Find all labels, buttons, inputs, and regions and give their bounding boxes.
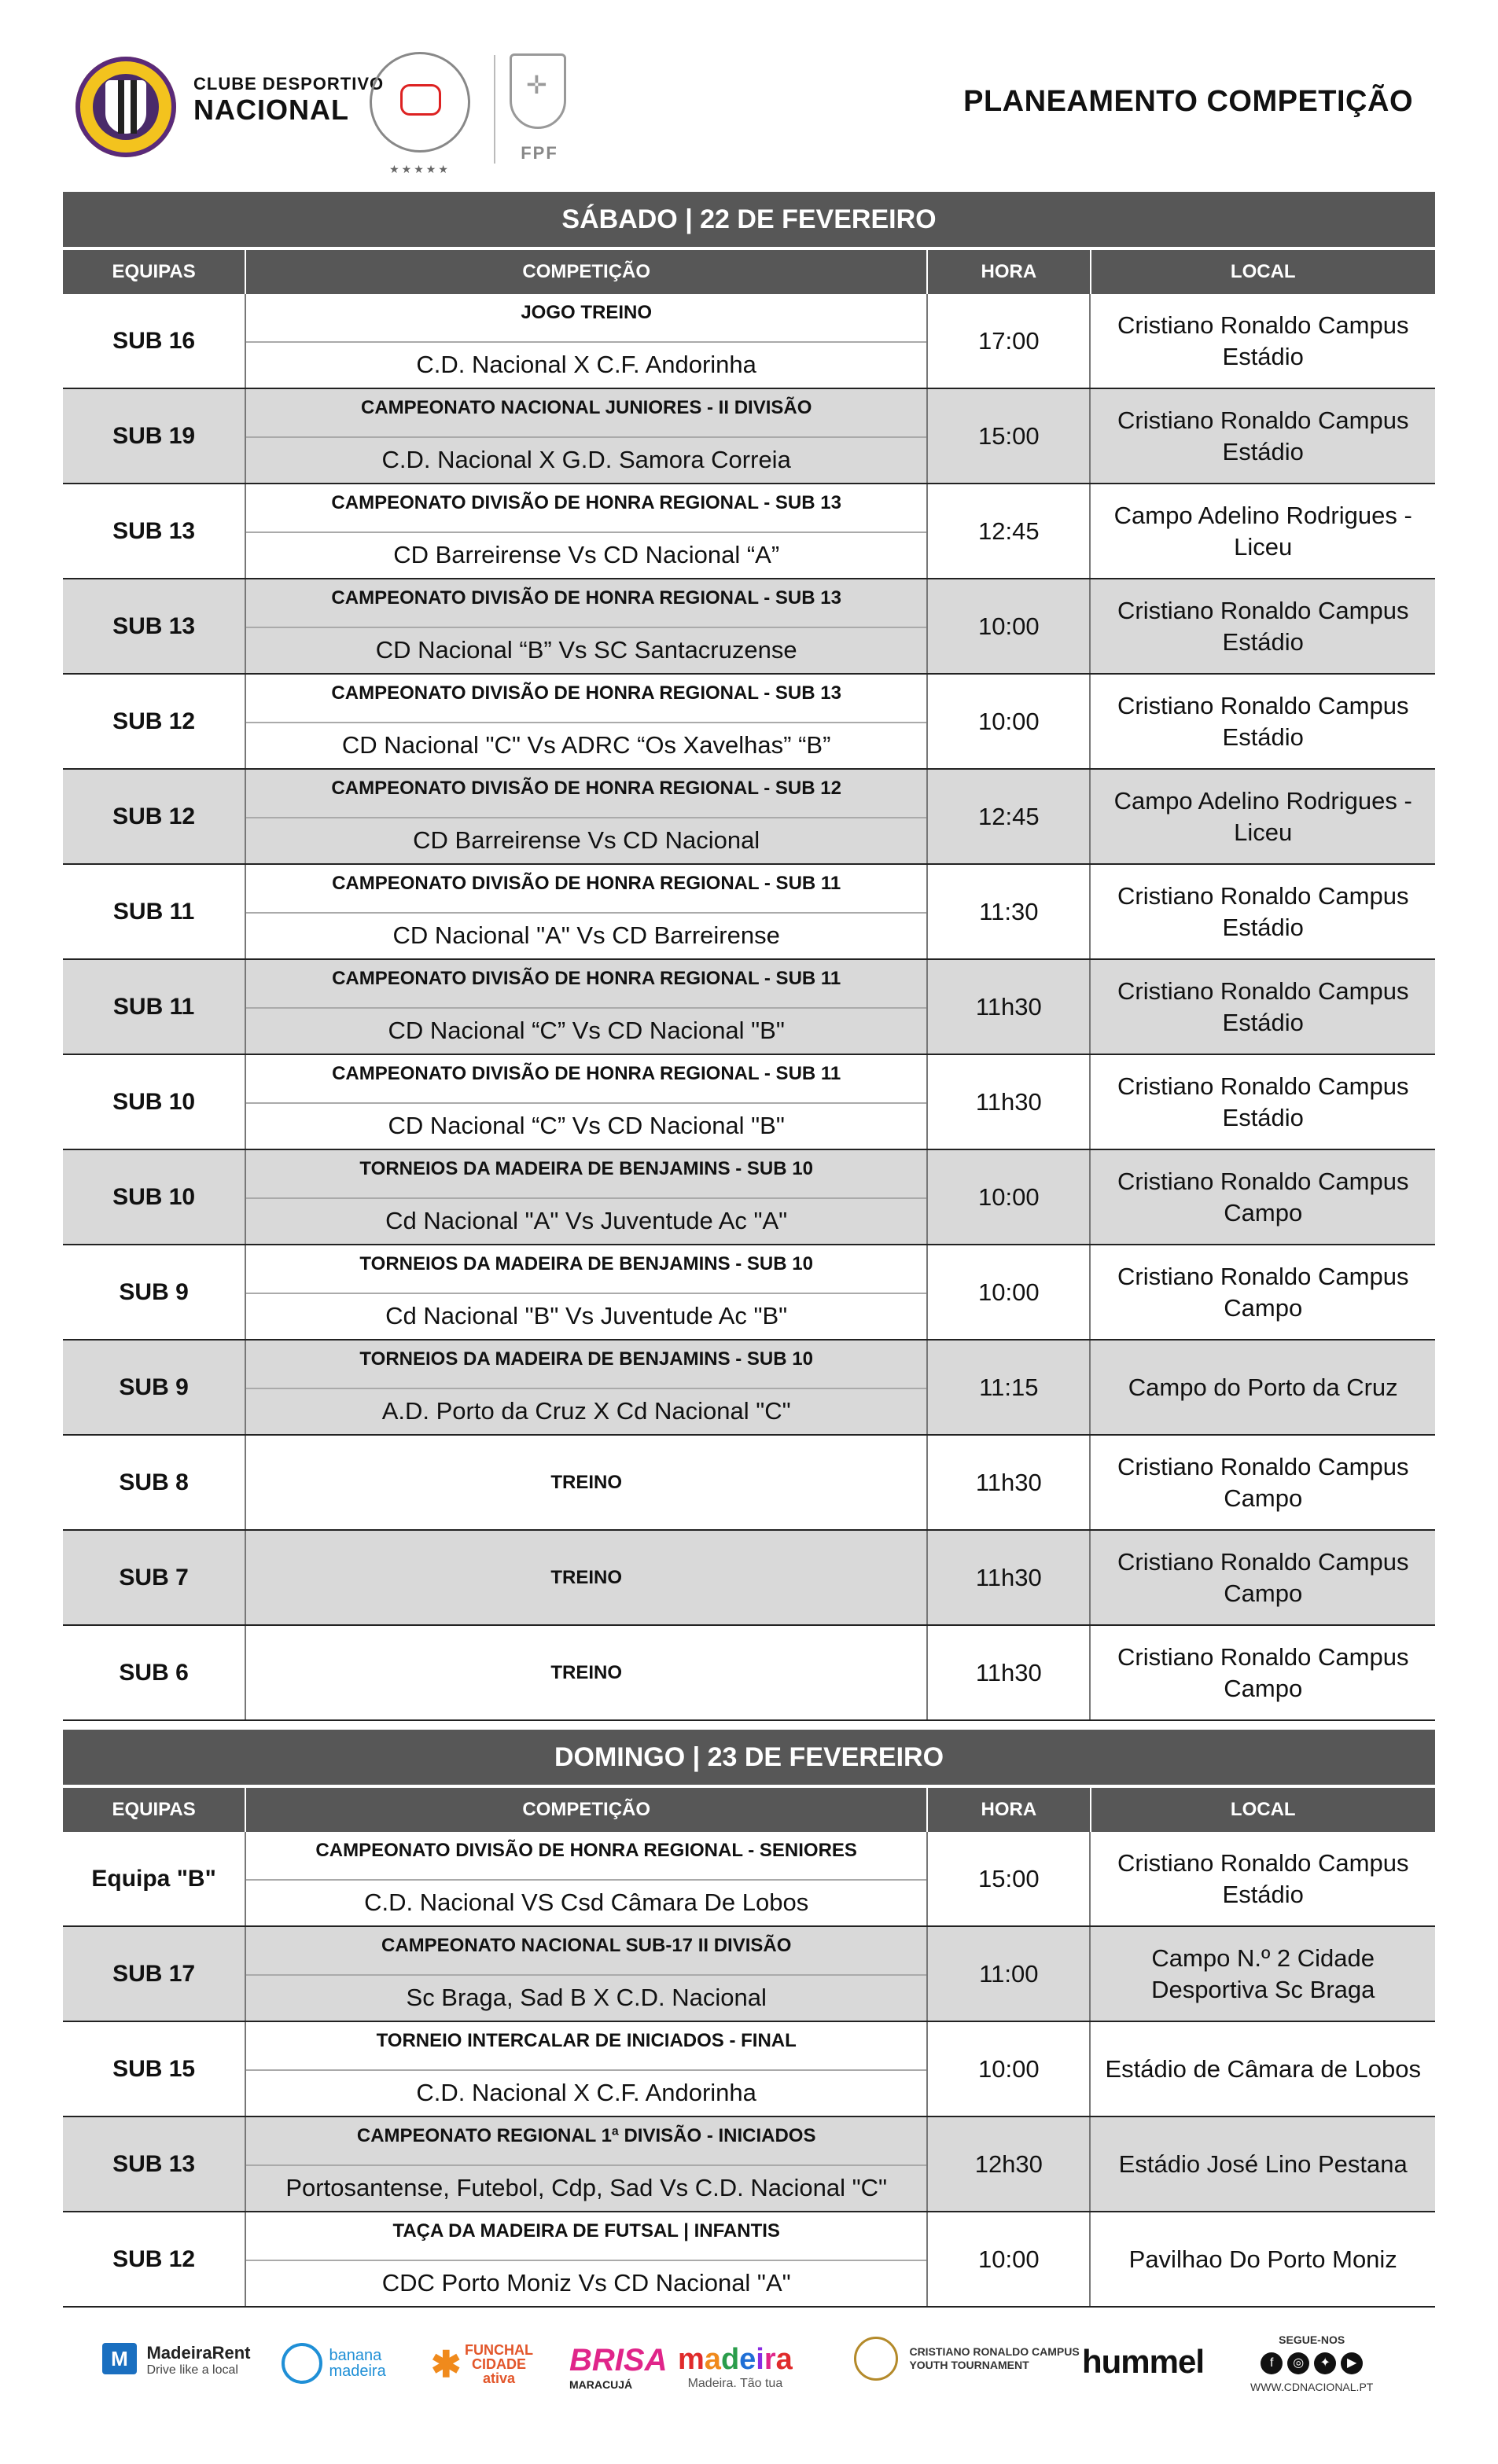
venue-cell xyxy=(1091,960,1435,1054)
venue-cell xyxy=(1091,1055,1435,1149)
competition-name: CAMPEONATO DIVISÃO DE HONRA REGIONAL - SUB 11 xyxy=(332,873,841,894)
competition-name: CAMPEONATO NACIONAL JUNIORES - II DIVISÃO xyxy=(360,397,812,418)
competition-cell xyxy=(246,484,928,578)
competition-cell xyxy=(246,1626,928,1719)
funchal-line3: ativa xyxy=(482,2370,516,2386)
brisa-sub: MARACUJÁ xyxy=(569,2378,633,2391)
col-competition: COMPETIÇÃO xyxy=(246,1788,928,1832)
venue-cell xyxy=(1091,294,1435,388)
cert-stars: ★★★★★ xyxy=(389,163,451,175)
table-row xyxy=(63,389,1435,484)
time-cell: 10:00 xyxy=(928,1150,1091,1244)
venue-name: Cristiano Ronaldo Campus Estádio xyxy=(1117,1072,1409,1131)
col-teams: EQUIPAS xyxy=(63,250,246,294)
venue-cell xyxy=(1091,675,1435,768)
team-cell: SUB 13 xyxy=(63,484,246,578)
page-title: PLANEAMENTO COMPETIÇÃO xyxy=(963,85,1413,118)
competition-cell xyxy=(246,675,928,768)
time-cell: 12h30 xyxy=(928,2117,1091,2211)
table-row xyxy=(63,865,1435,960)
venue-name: Estádio José Lino Pestana xyxy=(1118,2150,1408,2178)
social-links xyxy=(1250,2333,1373,2393)
cell-divider xyxy=(246,912,926,914)
competition-cell xyxy=(246,1340,928,1434)
venue-name: Cristiano Ronaldo Campus Estádio xyxy=(1117,406,1409,465)
match-fixture: C.D. Nacional X C.F. Andorinha xyxy=(416,351,756,378)
time-cell: 10:00 xyxy=(928,579,1091,673)
time-cell: 17:00 xyxy=(928,294,1091,388)
team-cell: SUB 6 xyxy=(63,1626,246,1719)
venue-name: Cristiano Ronaldo Campus Campo xyxy=(1117,1452,1409,1512)
competition-name: CAMPEONATO DIVISÃO DE HONRA REGIONAL - SENIORES xyxy=(315,1840,857,1861)
cell-divider xyxy=(246,1197,926,1199)
match-fixture: C.D. Nacional VS Csd Câmara De Lobos xyxy=(364,1888,809,1916)
table-row xyxy=(63,2022,1435,2117)
time-cell: 10:00 xyxy=(928,675,1091,768)
time-cell: 15:00 xyxy=(928,1832,1091,1925)
match-fixture: CD Nacional “C” Vs CD Nacional "B" xyxy=(388,1017,785,1044)
table-row xyxy=(63,1626,1435,1721)
competition-name: CAMPEONATO DIVISÃO DE HONRA REGIONAL - SUB 11 xyxy=(332,968,841,989)
match-fixture: C.D. Nacional X G.D. Samora Correia xyxy=(381,446,791,473)
cell-divider xyxy=(246,436,926,438)
table-row xyxy=(63,2212,1435,2308)
column-headers xyxy=(63,247,1435,294)
competition-cell xyxy=(246,2022,928,2116)
venue-name: Estádio de Câmara de Lobos xyxy=(1105,2054,1421,2083)
competition-name: TORNEIOS DA MADEIRA DE BENJAMINS - SUB 10 xyxy=(359,1253,813,1274)
time-cell: 11:00 xyxy=(928,1927,1091,2021)
table-row xyxy=(63,1832,1435,1927)
table-row xyxy=(63,1436,1435,1531)
venue-cell xyxy=(1091,1832,1435,1925)
table-row xyxy=(63,2117,1435,2212)
madeira-tagline: Madeira. Tão tua xyxy=(687,2377,783,2390)
competition-name: CAMPEONATO REGIONAL 1ª DIVISÃO - INICIADOS xyxy=(356,2125,816,2146)
cell-divider xyxy=(246,627,926,628)
venue-name: Cristiano Ronaldo Campus Campo xyxy=(1117,1262,1409,1322)
team-cell: SUB 10 xyxy=(63,1055,246,1149)
table-row xyxy=(63,770,1435,865)
venue-cell xyxy=(1091,1436,1435,1529)
venue-name: Cristiano Ronaldo Campus Estádio xyxy=(1117,311,1409,370)
fpf-shield-logo xyxy=(510,53,566,129)
venue-cell xyxy=(1091,579,1435,673)
competition-name: CAMPEONATO DIVISÃO DE HONRA REGIONAL - SUB 13 xyxy=(331,587,841,609)
funchal-line2: CIDADE xyxy=(471,2356,526,2372)
match-fixture: CDC Porto Moniz Vs CD Nacional "A" xyxy=(381,2269,791,2297)
competition-name: CAMPEONATO DIVISÃO DE HONRA REGIONAL - SUB 13 xyxy=(331,492,841,513)
competition-cell xyxy=(246,1832,928,1925)
competition-name: CAMPEONATO NACIONAL SUB-17 II DIVISÃO xyxy=(381,1935,792,1956)
team-cell: SUB 10 xyxy=(63,1150,246,1244)
team-cell: SUB 17 xyxy=(63,1927,246,2021)
column-headers xyxy=(63,1785,1435,1832)
cell-divider xyxy=(246,1007,926,1009)
crc-line1: CRISTIANO RONALDO CAMPUS xyxy=(909,2345,1080,2358)
match-fixture: Sc Braga, Sad B X C.D. Nacional xyxy=(406,1984,767,2011)
time-cell: 15:00 xyxy=(928,389,1091,483)
competition-cell xyxy=(246,1245,928,1339)
sunday-rows xyxy=(63,1832,1435,2308)
madeirarent-logo: M MadeiraRent Drive like a local xyxy=(102,2343,251,2378)
venue-name: Cristiano Ronaldo Campus Estádio xyxy=(1117,976,1409,1036)
team-cell: SUB 9 xyxy=(63,1245,246,1339)
table-row xyxy=(63,1150,1435,1245)
venue-name: Cristiano Ronaldo Campus Estádio xyxy=(1117,596,1409,656)
competition-cell xyxy=(246,2117,928,2211)
match-fixture: Cd Nacional "B" Vs Juventude Ac "B" xyxy=(385,1302,788,1329)
col-venue: LOCAL xyxy=(1230,261,1296,282)
match-fixture: Portosantense, Futebol, Cdp, Sad Vs C.D. Nacional "C" xyxy=(285,2174,888,2201)
cell-divider xyxy=(246,341,926,343)
time-cell: 11h30 xyxy=(928,1436,1091,1529)
venue-name: Cristiano Ronaldo Campus Estádio xyxy=(1117,691,1409,751)
venue-cell xyxy=(1091,1150,1435,1244)
match-fixture: CD Nacional “C” Vs CD Nacional "B" xyxy=(388,1112,785,1139)
team-cell: SUB 11 xyxy=(63,960,246,1054)
venue-name: Campo Adelino Rodrigues - Liceu xyxy=(1113,786,1412,846)
venue-name: Cristiano Ronaldo Campus Campo xyxy=(1117,1167,1409,1226)
cell-divider xyxy=(246,2164,926,2166)
competition-cell xyxy=(246,770,928,863)
venue-cell xyxy=(1091,1340,1435,1434)
page-header xyxy=(0,0,1498,181)
competition-name: CAMPEONATO DIVISÃO DE HONRA REGIONAL - SUB 13 xyxy=(331,682,841,704)
cell-divider xyxy=(246,1879,926,1881)
competition-name: TREINO xyxy=(550,1471,623,1493)
madeirarent-name: MadeiraRent xyxy=(146,2343,251,2363)
facebook-icon[interactable]: f xyxy=(1261,2352,1283,2374)
team-cell: SUB 11 xyxy=(63,865,246,958)
time-cell: 10:00 xyxy=(928,2212,1091,2306)
website-link[interactable]: WWW.CDNACIONAL.PT xyxy=(1250,2381,1374,2393)
hummel-name: hummel xyxy=(1082,2343,1205,2380)
saturday-schedule xyxy=(63,192,1435,1721)
table-row xyxy=(63,1531,1435,1626)
banana-line1: banana xyxy=(329,2347,382,2364)
cell-divider xyxy=(246,1388,926,1389)
team-cell: Equipa "B" xyxy=(63,1832,246,1925)
team-cell: SUB 12 xyxy=(63,675,246,768)
venue-name: Cristiano Ronaldo Campus Campo xyxy=(1117,1642,1409,1702)
banana-line2: madeira xyxy=(329,2363,386,2380)
cell-divider xyxy=(246,2260,926,2261)
time-cell: 12:45 xyxy=(928,484,1091,578)
team-cell: SUB 15 xyxy=(63,2022,246,2116)
match-fixture: Cd Nacional "A" Vs Juventude Ac "A" xyxy=(385,1207,788,1234)
match-fixture: C.D. Nacional X C.F. Andorinha xyxy=(416,2079,756,2106)
saturday-rows xyxy=(63,294,1435,1721)
time-cell: 11:30 xyxy=(928,865,1091,958)
team-cell: SUB 8 xyxy=(63,1436,246,1529)
competition-name: CAMPEONATO DIVISÃO DE HONRA REGIONAL - SUB 12 xyxy=(331,778,841,799)
madeirarent-tagline: Drive like a local xyxy=(146,2363,238,2377)
competition-name: TORNEIOS DA MADEIRA DE BENJAMINS - SUB 10 xyxy=(359,1158,813,1179)
time-cell: 12:45 xyxy=(928,770,1091,863)
time-cell: 11h30 xyxy=(928,1531,1091,1624)
team-cell: SUB 19 xyxy=(63,389,246,483)
venue-cell xyxy=(1091,389,1435,483)
competition-name: TORNEIOS DA MADEIRA DE BENJAMINS - SUB 10 xyxy=(359,1348,813,1370)
competition-cell xyxy=(246,1436,928,1529)
funchal-cidade-ativa-logo: ✱ FUNCHAL CIDADE ativa xyxy=(431,2342,533,2386)
venue-cell xyxy=(1091,2212,1435,2306)
cell-divider xyxy=(246,1102,926,1104)
team-cell: SUB 12 xyxy=(63,770,246,863)
sunday-schedule xyxy=(63,1730,1435,2308)
col-teams: EQUIPAS xyxy=(63,1788,246,1832)
cell-divider xyxy=(246,1293,926,1294)
time-cell: 10:00 xyxy=(928,1245,1091,1339)
competition-name: TREINO xyxy=(550,1661,623,1683)
table-row xyxy=(63,675,1435,770)
venue-name: Campo do Porto da Cruz xyxy=(1128,1373,1398,1401)
time-cell: 11h30 xyxy=(928,1626,1091,1719)
table-row xyxy=(63,579,1435,675)
match-fixture: CD Nacional "C" Vs ADRC “Os Xavelhas” “B” xyxy=(341,731,831,759)
col-time: HORA xyxy=(928,250,1091,294)
cell-divider xyxy=(246,531,926,533)
venue-name: Campo N.º 2 Cidade Desportiva Sc Braga xyxy=(1151,1944,1375,2003)
competition-name: TORNEIO INTERCALAR DE INICIADOS - FINAL xyxy=(376,2030,797,2051)
time-cell: 11h30 xyxy=(928,1055,1091,1149)
cell-divider xyxy=(246,722,926,723)
table-row xyxy=(63,1927,1435,2022)
venue-cell xyxy=(1091,1245,1435,1339)
venue-cell xyxy=(1091,2117,1435,2211)
cell-divider xyxy=(246,2069,926,2071)
team-cell: SUB 13 xyxy=(63,579,246,673)
banana-madeira-logo xyxy=(282,2343,386,2384)
certified-training-entity-logo xyxy=(370,52,470,175)
club-crest-logo xyxy=(75,57,176,157)
competition-name: JOGO TREINO xyxy=(521,302,653,323)
cell-divider xyxy=(246,1974,926,1976)
col-venue: LOCAL xyxy=(1230,1799,1296,1820)
brisa-name: BRISA xyxy=(569,2343,668,2378)
club-name-line1: CLUBE DESPORTIVO xyxy=(193,74,385,94)
competition-cell xyxy=(246,960,928,1054)
competition-name: CAMPEONATO DIVISÃO DE HONRA REGIONAL - SUB 11 xyxy=(332,1063,841,1084)
competition-cell xyxy=(246,389,928,483)
match-fixture: A.D. Porto da Cruz X Cd Nacional "C" xyxy=(381,1397,791,1425)
team-cell: SUB 16 xyxy=(63,294,246,388)
venue-cell xyxy=(1091,1531,1435,1624)
venue-cell xyxy=(1091,865,1435,958)
time-cell: 11h30 xyxy=(928,960,1091,1054)
team-cell: SUB 9 xyxy=(63,1340,246,1434)
table-row xyxy=(63,1245,1435,1340)
table-row xyxy=(63,1055,1435,1150)
col-time: HORA xyxy=(928,1788,1091,1832)
madeira-tourism-logo: madeira Madeira. Tão tua xyxy=(678,2343,793,2390)
competition-cell xyxy=(246,2212,928,2306)
club-name-line2: NACIONAL xyxy=(193,94,349,126)
competition-cell xyxy=(246,865,928,958)
competition-cell xyxy=(246,1150,928,1244)
time-cell: 11:15 xyxy=(928,1340,1091,1434)
crc-line2: YOUTH TOURNAMENT xyxy=(909,2359,1029,2371)
instagram-icon[interactable]: ◎ xyxy=(1287,2352,1309,2374)
competition-name: TREINO xyxy=(550,1566,623,1588)
team-cell: SUB 12 xyxy=(63,2212,246,2306)
venue-cell xyxy=(1091,2022,1435,2116)
youtube-icon[interactable]: ▶ xyxy=(1341,2352,1363,2374)
day-header: DOMINGO | 23 DE FEVEREIRO xyxy=(63,1730,1435,1785)
venue-cell xyxy=(1091,1927,1435,2021)
competition-cell xyxy=(246,579,928,673)
sponsors-footer xyxy=(0,2311,1498,2429)
competition-cell xyxy=(246,294,928,388)
competition-cell xyxy=(246,1927,928,2021)
fpf-label: FPF xyxy=(521,143,558,163)
club-name xyxy=(193,75,384,124)
table-row xyxy=(63,484,1435,579)
venue-name: Pavilhao Do Porto Moniz xyxy=(1128,2245,1397,2273)
table-row xyxy=(63,1340,1435,1436)
match-fixture: CD Barreirense Vs CD Nacional xyxy=(413,826,760,854)
cr-campus-tournament-logo xyxy=(854,2337,1080,2381)
time-cell: 10:00 xyxy=(928,2022,1091,2116)
venue-name: Cristiano Ronaldo Campus Campo xyxy=(1117,1547,1409,1607)
day-header: SÁBADO | 22 DE FEVEREIRO xyxy=(63,192,1435,247)
brisa-logo xyxy=(569,2343,667,2391)
competition-name: TAÇA DA MADEIRA DE FUTSAL | INFANTIS xyxy=(392,2220,780,2242)
team-cell: SUB 13 xyxy=(63,2117,246,2211)
match-fixture: CD Nacional "A" Vs CD Barreirense xyxy=(392,921,780,949)
match-fixture: CD Nacional “B” Vs SC Santacruzense xyxy=(375,636,797,664)
table-row xyxy=(63,960,1435,1055)
venue-name: Campo Adelino Rodrigues - Liceu xyxy=(1113,501,1412,561)
twitter-icon[interactable]: ✦ xyxy=(1314,2352,1336,2374)
competition-cell xyxy=(246,1055,928,1149)
venue-cell xyxy=(1091,770,1435,863)
venue-cell xyxy=(1091,484,1435,578)
col-competition: COMPETIÇÃO xyxy=(246,250,928,294)
venue-cell xyxy=(1091,1626,1435,1719)
competition-cell xyxy=(246,1531,928,1624)
social-label: SEGUE-NOS xyxy=(1279,2333,1345,2346)
funchal-line1: FUNCHAL xyxy=(465,2342,533,2358)
cell-divider xyxy=(246,817,926,818)
match-fixture: CD Barreirense Vs CD Nacional “A” xyxy=(393,541,780,568)
venue-name: Cristiano Ronaldo Campus Estádio xyxy=(1117,1848,1409,1908)
hummel-logo xyxy=(1082,2343,1204,2381)
header-divider xyxy=(494,55,495,164)
table-row xyxy=(63,294,1435,389)
venue-name: Cristiano Ronaldo Campus Estádio xyxy=(1117,881,1409,941)
team-cell: SUB 7 xyxy=(63,1531,246,1624)
